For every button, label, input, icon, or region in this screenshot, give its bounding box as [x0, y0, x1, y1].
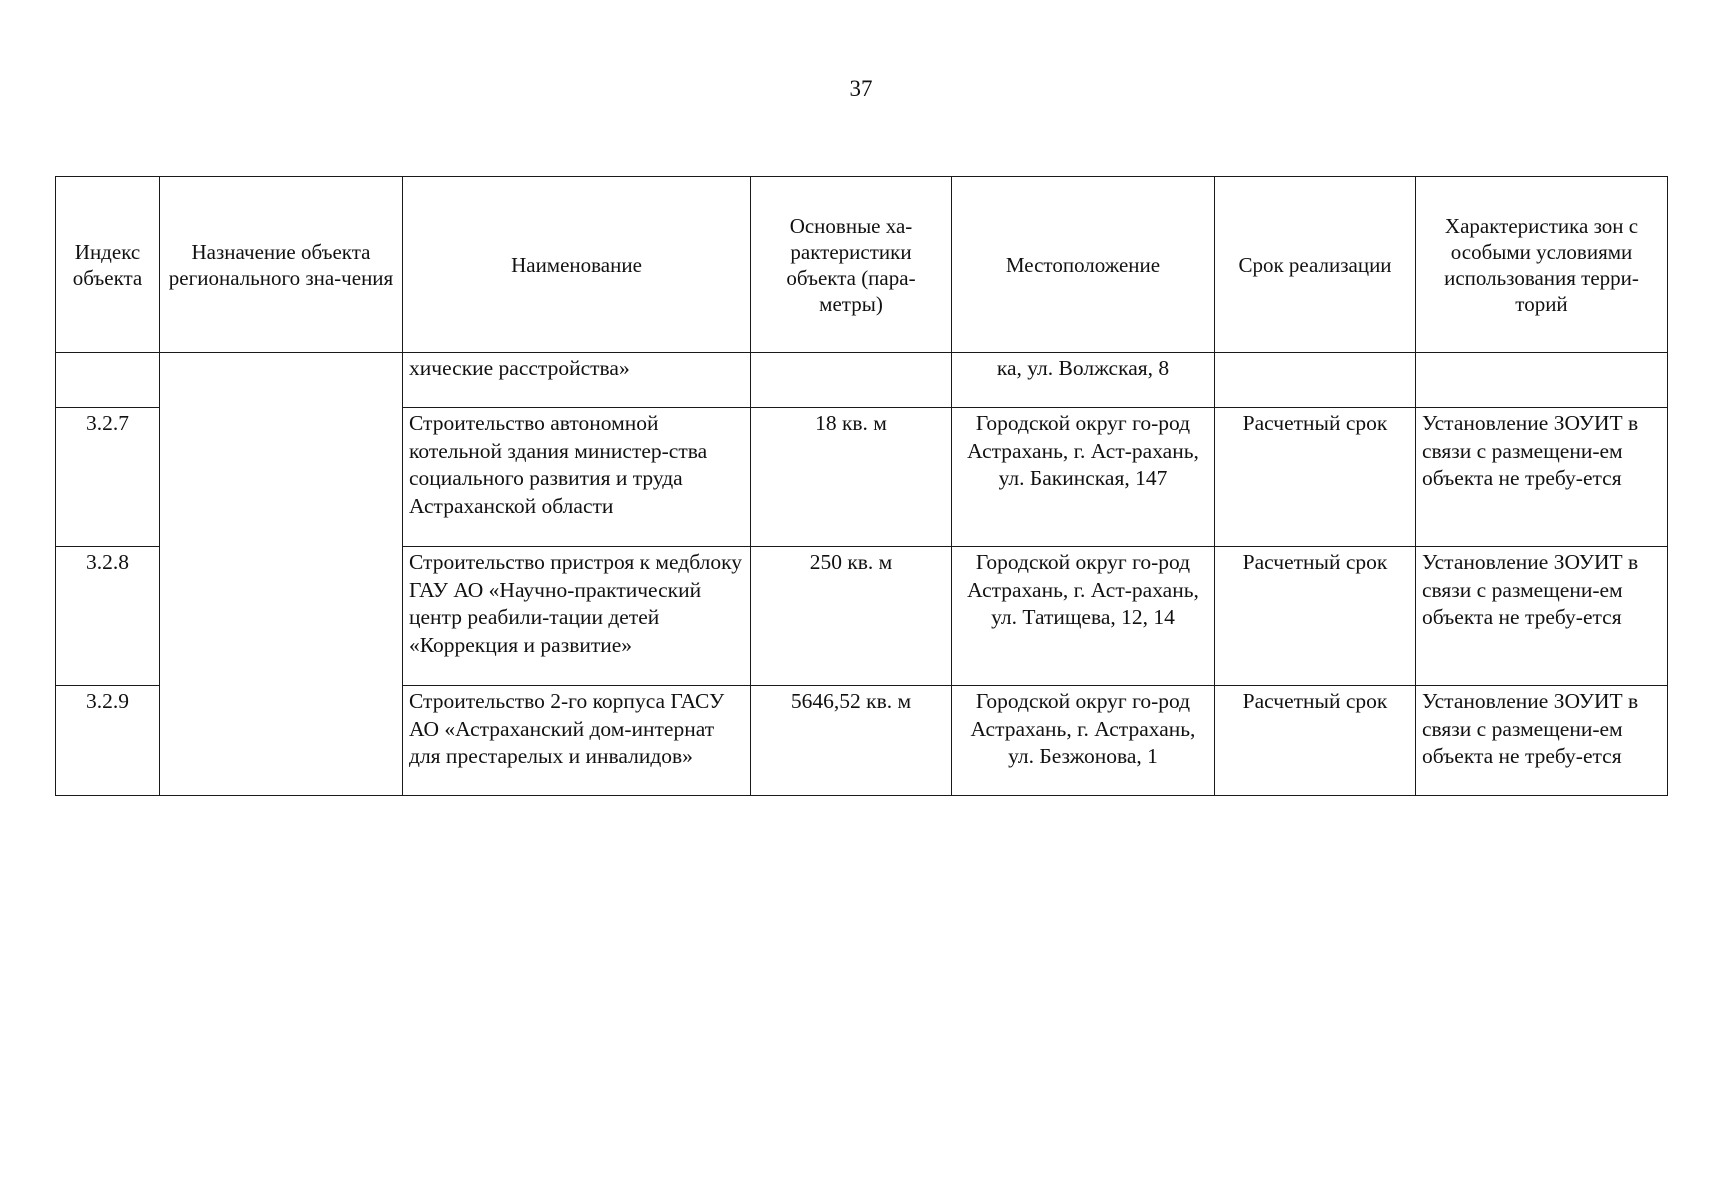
header-location: Местоположение [952, 177, 1215, 353]
cell-name: Строительство 2-го корпуса ГАСУ АО «Астраханский дом-интернат для престарелых и инвалидов» [403, 686, 751, 796]
cell-term [1215, 353, 1416, 408]
cell-name: Строительство автономной котельной здания министер-ства социального развития и труда Астраханской области [403, 408, 751, 547]
cell-location: Городской округ го-род Астрахань, г. Астрахань, ул. Безжонова, 1 [952, 686, 1215, 796]
cell-term: Расчетный срок [1215, 547, 1416, 686]
header-params: Основные ха-рактеристики объекта (пара-метры) [751, 177, 952, 353]
cell-name: хические расстройства» [403, 353, 751, 408]
page-number: 37 [849, 76, 873, 101]
objects-table [55, 176, 1668, 796]
header-purpose: Назначение объекта регионального зна-чения [160, 177, 403, 353]
cell-params: 18 кв. м [751, 408, 952, 547]
cell-name: Строительство пристроя к медблоку ГАУ АО «Научно-практический центр реабили-тации детей «Коррекция и развитие» [403, 547, 751, 686]
cell-zones: Установление ЗОУИТ в связи с размещени-ем объекта не требу-ется [1416, 408, 1668, 547]
cell-zones [1416, 353, 1668, 408]
cell-params [751, 353, 952, 408]
cell-location: Городской округ го-род Астрахань, г. Аст-рахань, ул. Бакинская, 147 [952, 408, 1215, 547]
header-name: Наименование [403, 177, 751, 353]
cell-index [56, 353, 160, 408]
header-zones: Характеристика зон с особыми условиями использования терри-торий [1416, 177, 1668, 353]
cell-index: 3.2.9 [56, 686, 160, 796]
cell-params: 5646,52 кв. м [751, 686, 952, 796]
table-row-continuation [56, 353, 1668, 408]
cell-location: Городской округ го-род Астрахань, г. Аст-рахань, ул. Татищева, 12, 14 [952, 547, 1215, 686]
header-term: Срок реализации [1215, 177, 1416, 353]
cell-params: 250 кв. м [751, 547, 952, 686]
header-index: Индекс объекта [56, 177, 160, 353]
cell-location: ка, ул. Волжская, 8 [952, 353, 1215, 408]
cell-term: Расчетный срок [1215, 686, 1416, 796]
cell-index: 3.2.8 [56, 547, 160, 686]
table-header-row [56, 177, 1668, 353]
cell-term: Расчетный срок [1215, 408, 1416, 547]
cell-zones: Установление ЗОУИТ в связи с размещени-ем объекта не требу-ется [1416, 686, 1668, 796]
cell-purpose [160, 353, 403, 796]
cell-index: 3.2.7 [56, 408, 160, 547]
cell-zones: Установление ЗОУИТ в связи с размещени-ем объекта не требу-ется [1416, 547, 1668, 686]
